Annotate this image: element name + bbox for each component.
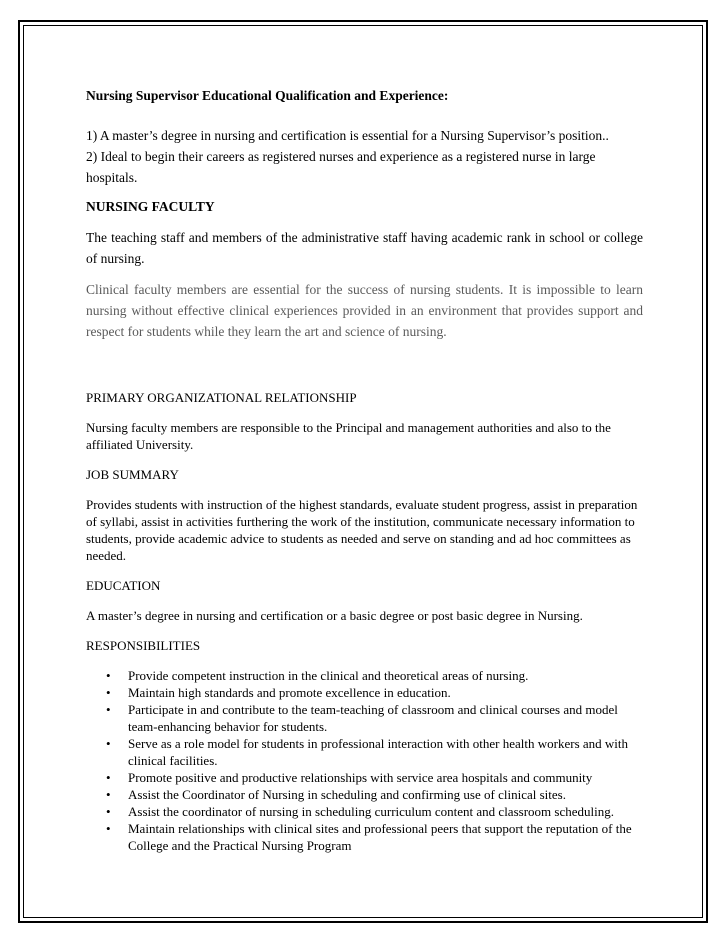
list-item-text: Maintain relationships with clinical sites and professional peers that support the reputation of the College and the Practical Nursing Program bbox=[128, 821, 632, 853]
bullet-icon: • bbox=[106, 736, 111, 751]
list-item-text: Serve as a role model for students in professional interaction with other health workers and with clinical facilities. bbox=[128, 736, 629, 768]
list-item-text: Promote positive and productive relationships with service area hospitals and community bbox=[128, 770, 593, 785]
list-item-text: Provide competent instruction in the clinical and theoretical areas of nursing. bbox=[128, 668, 529, 683]
list-item bbox=[86, 735, 643, 769]
relationship-text: Nursing faculty members are responsible to the Principal and management authorities and also to the affiliated University. bbox=[86, 420, 611, 452]
job-summary-heading: JOB SUMMARY bbox=[86, 467, 179, 482]
qualification-1: 1) A master’s degree in nursing and certification is essential for a Nursing Supervisor’s position.. bbox=[86, 128, 609, 143]
list-item bbox=[86, 820, 643, 854]
clinical-faculty-paragraph: Clinical faculty members are essential for the success of nursing students. It is impossible to learn nursing without effective clinical experiences provided in an environment that provides support and respect for students while they learn the art and science of nursing. bbox=[86, 282, 643, 339]
responsibilities-heading: RESPONSIBILITIES bbox=[86, 638, 201, 653]
list-item-text: Participate in and contribute to the team-teaching of classroom and clinical courses and model team-enhancing behavior for students. bbox=[128, 702, 618, 734]
job-summary-text: Provides students with instruction of the highest standards, evaluate student progress, assist in preparation of syllabi, assist in activities furthering the work of the institution, communicate necessary information to students, provide academic advice to students as needed and serve on standing and ad hoc committees as needed. bbox=[86, 497, 638, 563]
list-item-text: Assist the coordinator of nursing in scheduling curriculum content and classroom scheduling. bbox=[128, 804, 614, 819]
document-body bbox=[86, 86, 643, 854]
relationship-heading: PRIMARY ORGANIZATIONAL RELATIONSHIP bbox=[86, 390, 357, 405]
list-item-text: Maintain high standards and promote excellence in education. bbox=[128, 685, 451, 700]
responsibilities-list bbox=[86, 667, 643, 854]
faculty-definition: The teaching staff and members of the administrative staff having academic rank in school or college of nursing. bbox=[86, 230, 643, 266]
bullet-icon: • bbox=[106, 668, 111, 683]
qualification-2: 2) Ideal to begin their careers as registered nurses and experience as a registered nurse in large hospitals. bbox=[86, 149, 596, 185]
list-item bbox=[86, 684, 643, 701]
bullet-icon: • bbox=[106, 702, 111, 717]
bullet-icon: • bbox=[106, 787, 111, 802]
list-item bbox=[86, 786, 643, 803]
bullet-icon: • bbox=[106, 804, 111, 819]
bullet-icon: • bbox=[106, 685, 111, 700]
list-item bbox=[86, 803, 643, 820]
list-item bbox=[86, 769, 643, 786]
list-item-text: Assist the Coordinator of Nursing in scheduling and confirming use of clinical sites. bbox=[128, 787, 566, 802]
list-item bbox=[86, 667, 643, 684]
education-text: A master’s degree in nursing and certification or a basic degree or post basic degree in Nursing. bbox=[86, 608, 583, 623]
nursing-faculty-heading: NURSING FACULTY bbox=[86, 199, 215, 214]
page-title: Nursing Supervisor Educational Qualification and Experience: bbox=[86, 88, 449, 103]
bullet-icon: • bbox=[106, 821, 111, 836]
list-item bbox=[86, 701, 643, 735]
education-heading: EDUCATION bbox=[86, 578, 161, 593]
bullet-icon: • bbox=[106, 770, 111, 785]
